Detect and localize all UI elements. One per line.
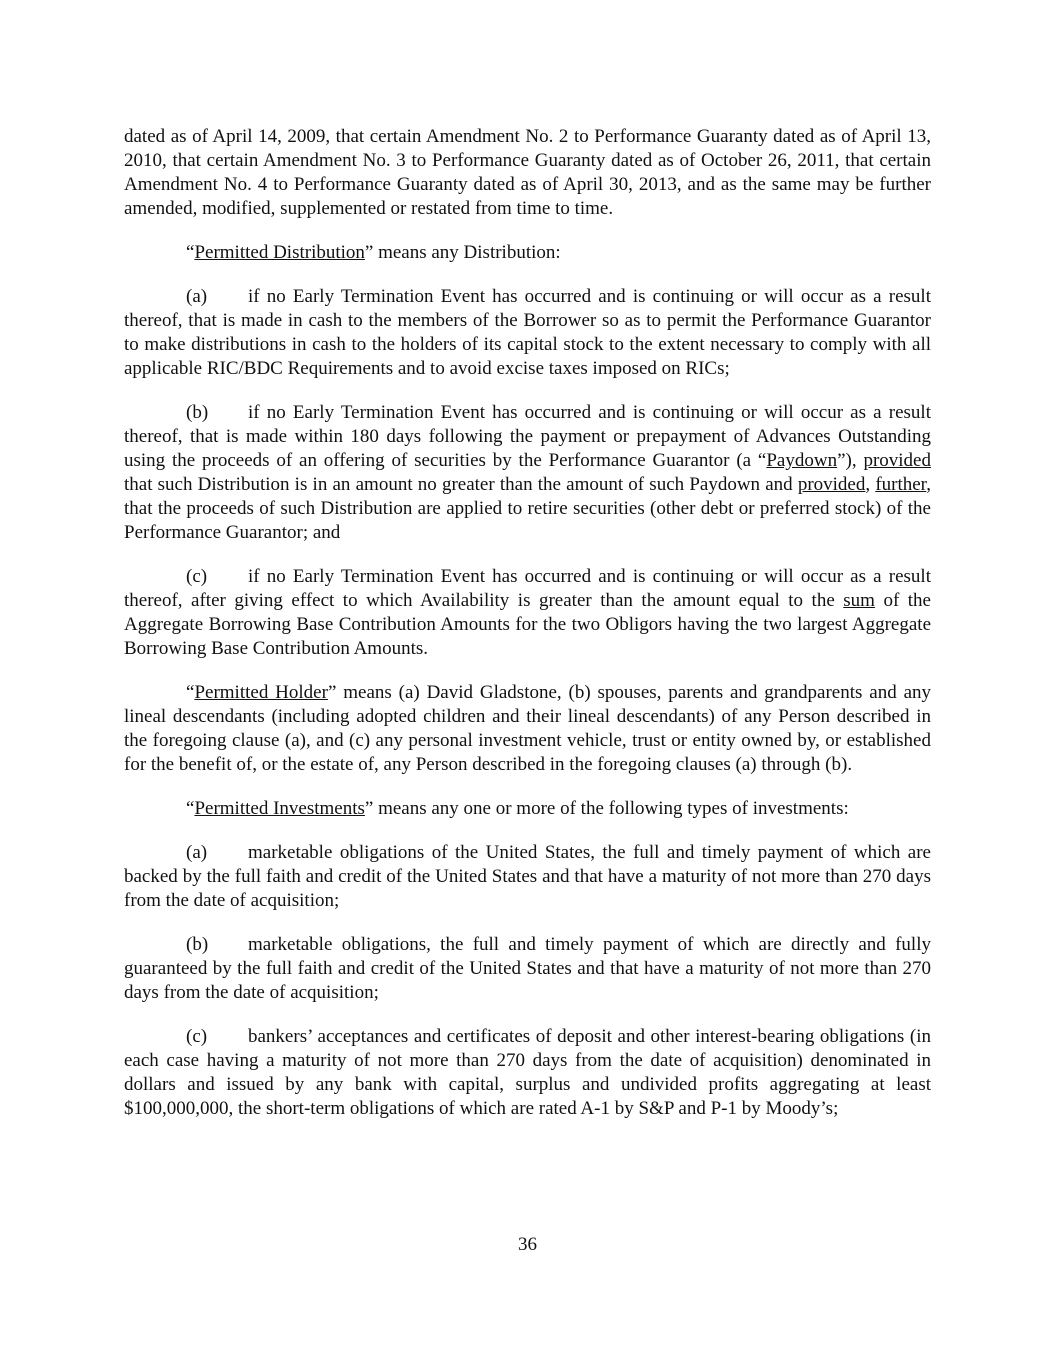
clause-label: (b) xyxy=(186,934,209,955)
clause-text: ”), xyxy=(837,450,864,471)
definition-text: ” means (a) David Gladstone, (b) spouses, parents and grandparents and any lineal descendants (including adopted children and their lineal descendants) of any Person described in the foregoing clause (a), and (c) any personal investment vehicle, trust or entity owned by, or established for the benefit of, or the estate of, any Person described in the foregoing clauses (a) through (b). xyxy=(124,682,931,775)
open-quote: “ xyxy=(186,798,195,819)
clause-text: if no Early Termination Event has occurred and is continuing or will occur as a result thereof, that is made within 180 days following the payment or prepayment of Advances Outstanding using the proceeds of an offering of securities by the Performance Guarantor (a “ xyxy=(124,402,931,471)
open-quote: “ xyxy=(186,682,195,703)
underlined-word: further xyxy=(875,474,927,495)
underlined-word: provided xyxy=(863,450,931,471)
clause-text: of the Aggregate Borrowing Base Contribution Amounts for the two Obligors having the two largest Aggregate Borrowing Base Contribution Amounts. xyxy=(124,590,931,659)
permitted-distribution-clause-a xyxy=(124,285,931,381)
clause-label: (a) xyxy=(186,842,208,863)
clause-text: if no Early Termination Event has occurred and is continuing or will occur as a result thereof, that is made in cash to the members of the Borrower so as to permit the Performance Guarantor to make distributions in cash to the holders of its capital stock to the extent necessary to comply with all applicable RIC/BDC Requirements and to avoid excise taxes imposed on RICs; xyxy=(124,286,931,379)
clause-label: (c) xyxy=(186,566,208,587)
permitted-investments-clause-c xyxy=(124,1025,931,1121)
clause-text: if no Early Termination Event has occurred and is continuing or will occur as a result thereof, after giving effect to which Availability is greater than the amount equal to the xyxy=(124,566,931,611)
clause-text: bankers’ acceptances and certificates of deposit and other interest-bearing obligations (in each case having a maturity of not more than 270 days from the date of acquisition) denominated in dollars and issued by any bank with capital, surplus and undivided profits aggregating at least $100,000,000, the short-term obligations of which are rated A-1 by S&P and P-1 by Moody’s; xyxy=(124,1026,931,1119)
clause-label: (c) xyxy=(186,1026,208,1047)
continuation-paragraph: dated as of April 14, 2009, that certain Amendment No. 2 to Performance Guaranty dated as of April 13, 2010, that certain Amendment No. 3 to Performance Guaranty dated as of October 26, 2011, that certain Amendment No. 4 to Performance Guaranty dated as of April 30, 2013, and as the same may be further amended, modified, supplemented or restated from time to time. xyxy=(124,126,931,219)
definition-text: ” means any Distribution: xyxy=(364,242,561,263)
permitted-distribution-clause-c xyxy=(124,565,931,661)
definition-permitted-distribution xyxy=(124,241,931,265)
permitted-investments-clause-b xyxy=(124,933,931,1005)
clause-text: that such Distribution is in an amount no greater than the amount of such Paydown and xyxy=(124,474,798,495)
defined-term: Permitted Holder xyxy=(194,682,328,703)
definition-permitted-investments xyxy=(124,797,931,821)
clause-text: , xyxy=(865,474,876,495)
defined-term: Paydown xyxy=(766,450,838,471)
definition-text: ” means any one or more of the following types of investments: xyxy=(364,798,849,819)
definition-permitted-holder xyxy=(124,681,931,777)
page-number: 36 xyxy=(518,1234,537,1255)
clause-text: marketable obligations, the full and timely payment of which are directly and fully guaranteed by the full faith and credit of the United States and that have a maturity of not more than 270 days from the date of acquisition; xyxy=(124,934,931,1003)
clause-text: , that the proceeds of such Distribution are applied to retire securities (other debt or preferred stock) of the Performance Guarantor; and xyxy=(124,474,931,543)
clause-text: marketable obligations of the United States, the full and timely payment of which are backed by the full faith and credit of the United States and that have a maturity of not more than 270 days from the date of acquisition; xyxy=(124,842,931,911)
underlined-word: sum xyxy=(843,590,875,611)
permitted-investments-clause-a xyxy=(124,841,931,913)
permitted-distribution-clause-b xyxy=(124,401,931,545)
defined-term: Permitted Investments xyxy=(194,798,365,819)
document-page xyxy=(124,125,931,1141)
clause-label: (b) xyxy=(186,402,209,423)
clause-label: (a) xyxy=(186,286,208,307)
defined-term: Permitted Distribution xyxy=(194,242,365,263)
open-quote: “ xyxy=(186,242,195,263)
underlined-word: provided xyxy=(797,474,866,495)
